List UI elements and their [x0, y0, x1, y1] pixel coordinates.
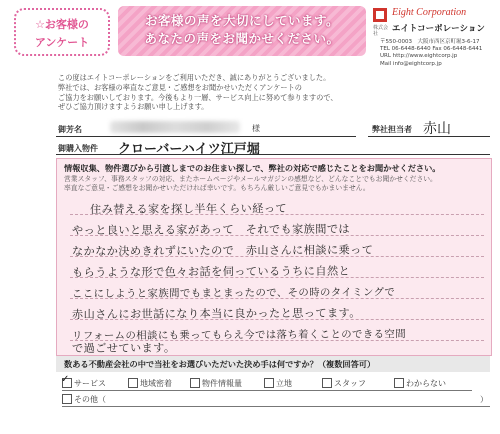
handwritten-line: 赤山さんにお世話になり本当に良かったと思ってます。 [71, 306, 361, 322]
intro-line: ぜひご協力頂けますようお願い申し上げます。 [58, 102, 209, 112]
survey-question: 数ある不動産会社の中で当社をお選びいただいた決め手は何ですか？（複数回答可） [64, 359, 376, 369]
customer-name-label: 御芳名 [58, 125, 82, 134]
options-divider [62, 390, 472, 391]
comment-subtext [64, 175, 484, 193]
comment-subtext-line: 率直なご意見・ご感想をお聞かせいただければ幸いです。もちろん厳しいご意見でもかまいません。 [64, 184, 370, 192]
handwritten-line: ここにしようと家族間でもまとまったので、その時のタイミングで [71, 286, 396, 301]
checkbox-local[interactable] [128, 378, 138, 388]
option-unknown-label: わからない [406, 379, 446, 388]
property-underline [56, 154, 490, 155]
header-banner [118, 6, 366, 56]
staff-label: 弊社担当者 [372, 125, 412, 134]
option-service-label: サービス [74, 379, 106, 388]
checkbox-unknown[interactable] [394, 378, 404, 388]
handwritten-line: で過ごせています。 [71, 341, 176, 356]
badge-line-1: ☆お客様の [35, 18, 89, 31]
address-line: URL http://www.eightcorp.jp [380, 53, 458, 60]
customer-name-redacted [110, 121, 240, 133]
badge-line-2: アンケート [34, 36, 90, 49]
company-prefix: 株式会社 [373, 25, 389, 37]
comment-question: 情報収集、物件選びから引渡しまでのお住まい探しで、弊社の対応で感じたことをお聞かせください。 [64, 163, 441, 173]
handwritten-line: なかなか決めきれずにいたので 赤山さんに相談に乗って [71, 243, 374, 259]
check-mark-icon: ✓ [61, 374, 70, 385]
honorific-label: 様 [252, 124, 260, 133]
company-name-en: Eight Corporation [392, 7, 467, 18]
checkbox-listings[interactable] [190, 378, 200, 388]
intro-line: ご協力をお願いしております。今後もより一層、サービス向上に努めて参りますので、 [58, 92, 338, 102]
intro-text [58, 73, 358, 112]
comment-subtext-line: 営業スタッフ、事務スタッフの対応、またホームページやメールマガジンの感想など、どんなことでもお聞かせください。 [64, 175, 437, 183]
survey-badge [14, 8, 110, 56]
staff-underline [368, 136, 490, 137]
address-line: Mail info@eightcorp.jp [380, 60, 442, 67]
checkbox-location[interactable] [264, 378, 274, 388]
option-other-label: その他（ [74, 395, 106, 404]
address-line: 〒550-0003 大阪市西区京町堀3-6-17 [380, 39, 480, 45]
name-underline [56, 136, 356, 137]
handwritten-line: もらうような形で色々お話を伺っているうちに自然と [71, 264, 351, 280]
company-address [380, 39, 495, 68]
intro-line: この度はエイトコーポレーションをご利用いただき、誠にありがとうございました。 [58, 73, 331, 82]
company-logo-icon [373, 8, 387, 22]
handwritten-line: 住み替える家を探し半年くらい経って [89, 202, 288, 217]
other-underline [62, 406, 490, 407]
option-listings-label: 物件情報量 [202, 379, 242, 388]
property-label: 御購入物件 [58, 144, 98, 153]
banner-line-2: あなたの声をお聞かせください。 [144, 31, 340, 46]
intro-line: 弊社では、お客様の率直なご意見・ご感想をお聞かせいただくアンケートの [58, 82, 302, 92]
handwritten-line: やっと良いと思える家があって それでも家族間では [71, 222, 351, 238]
company-name-jp: エイトコーポレーション [392, 24, 485, 34]
property-name: クローバーハイツ江戸堀 [118, 142, 260, 157]
banner-line-1: お客様の声を大切にしています。 [144, 13, 339, 28]
checkbox-staff[interactable] [322, 378, 332, 388]
option-staff-label: スタッフ [334, 379, 366, 388]
option-local-label: 地域密着 [140, 379, 172, 388]
option-location-label: 立地 [276, 379, 292, 388]
handwritten-line: リフォームの相談にも乗ってもらえ今では落ち着くことのできる空間 [71, 328, 407, 343]
option-other-close: ） [480, 395, 488, 404]
staff-name: 赤山 [423, 121, 451, 137]
address-line: TEL 06-6448-6440 Fax 06-6448-6441 [380, 46, 483, 53]
checkbox-other[interactable] [62, 394, 72, 404]
